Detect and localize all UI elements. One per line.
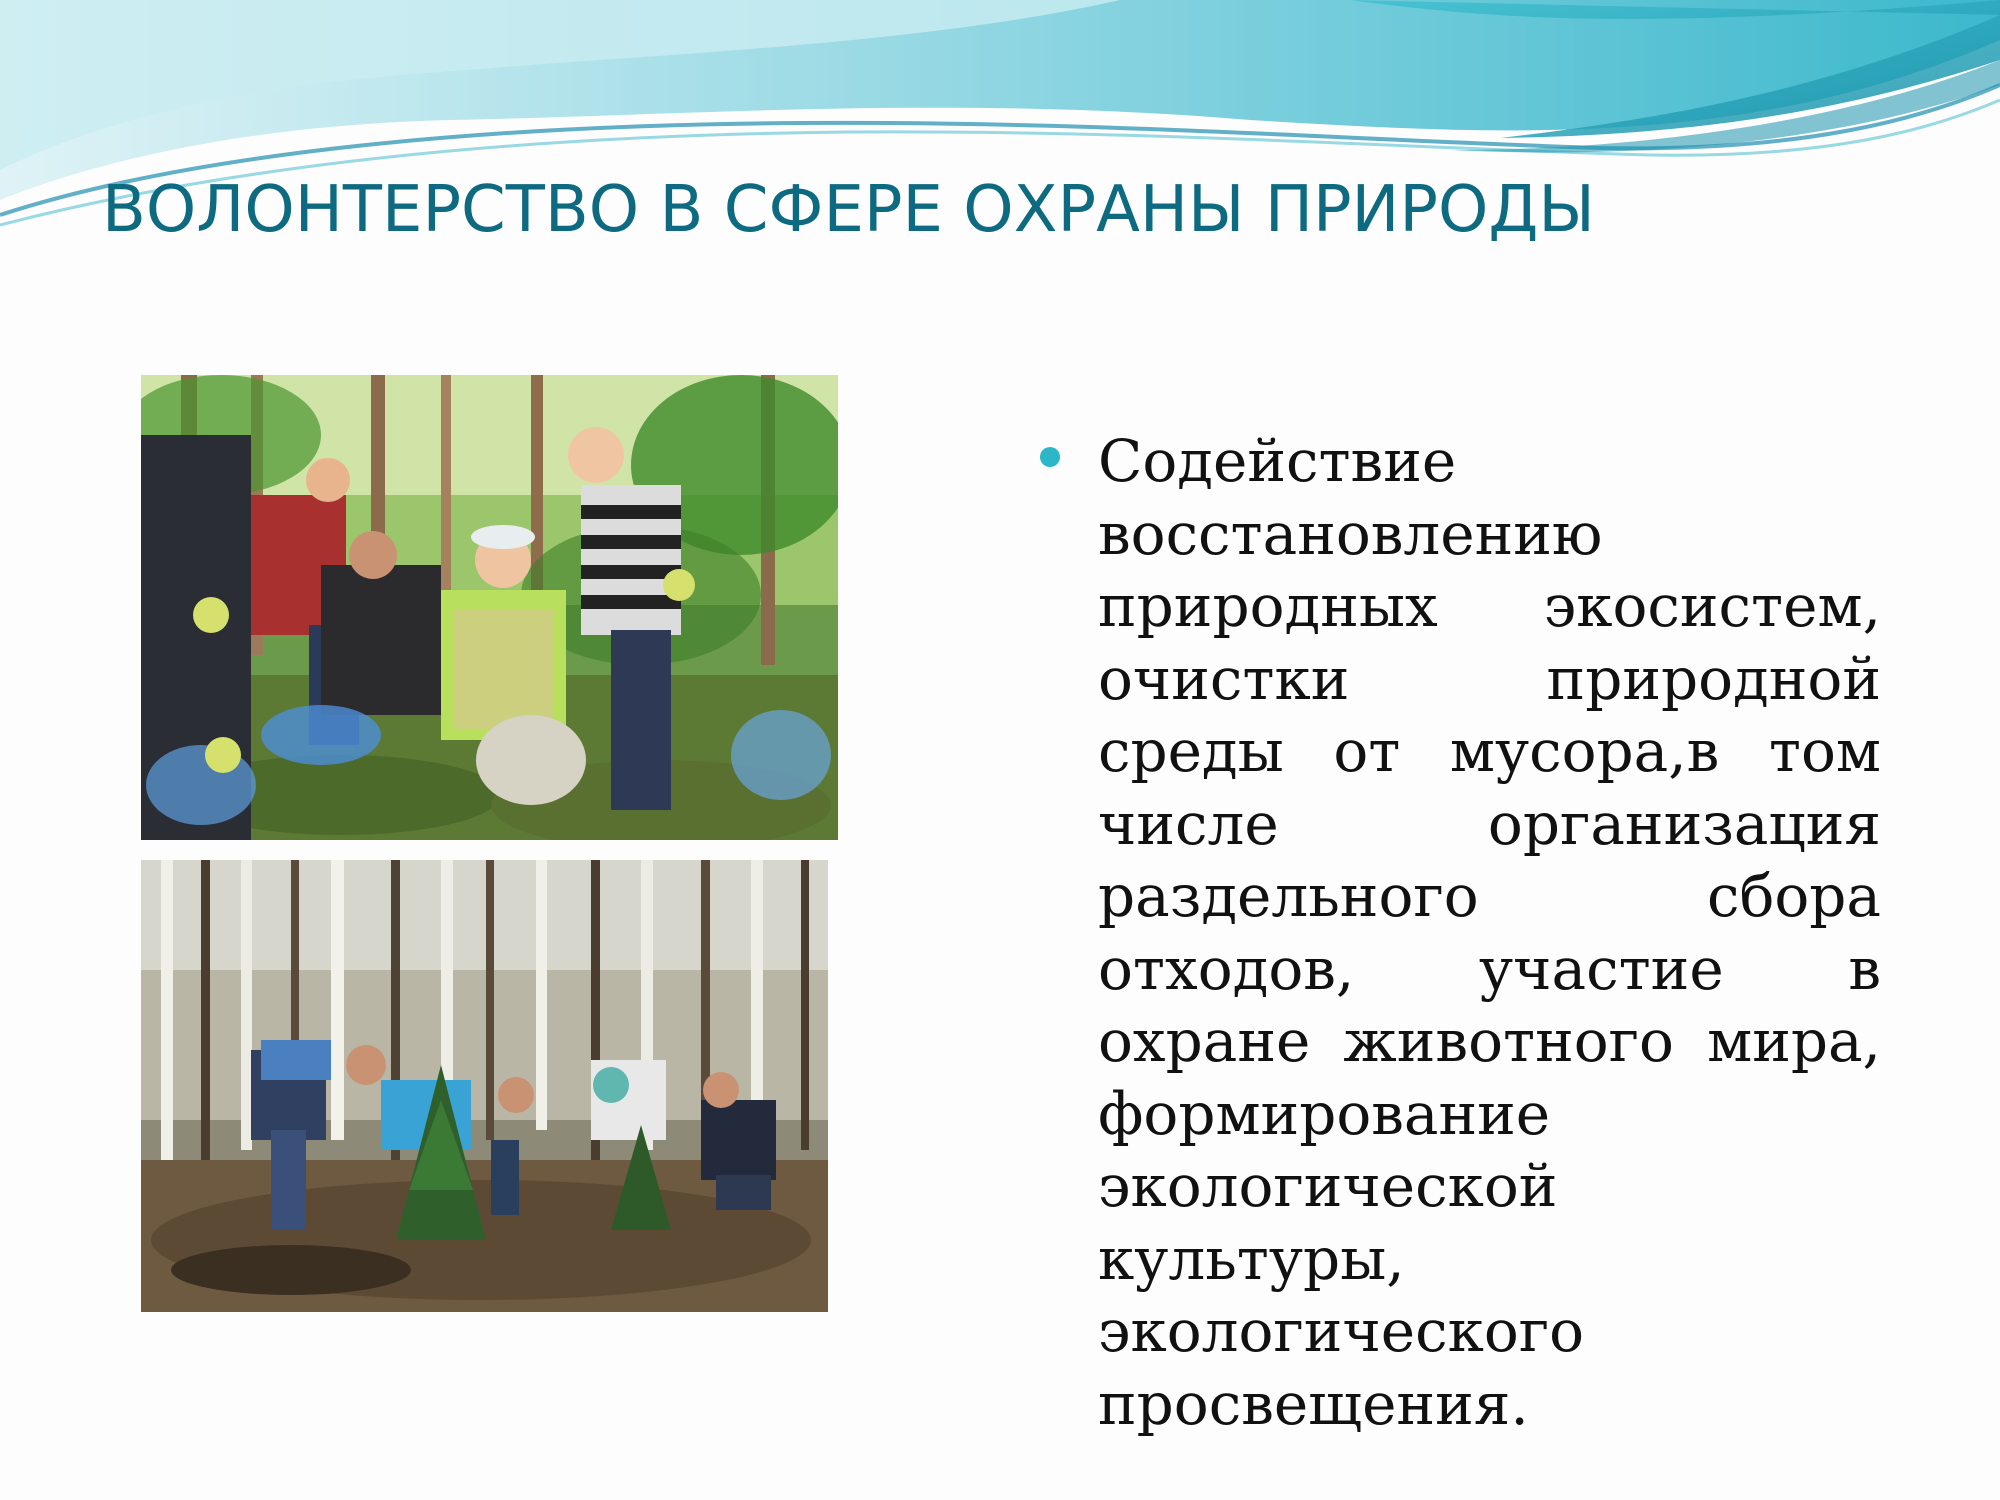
bullet-point-marker <box>1040 447 1060 467</box>
bullet-text: Содействие восстановлению природных экосистем, очистки природной среды от мусора,в том числе организация раздельного сбора отходов, участие в охране животного мира, формирование экологической культуры, экологического просвещения. <box>1098 427 1881 1438</box>
volunteers-litter-cleanup-photo <box>141 375 838 840</box>
volunteers-tree-planting-photo <box>141 860 828 1312</box>
slide-title: ВОЛОНТЕРСТВО В СФЕРЕ ОХРАНЫ ПРИРОДЫ <box>102 173 1595 247</box>
